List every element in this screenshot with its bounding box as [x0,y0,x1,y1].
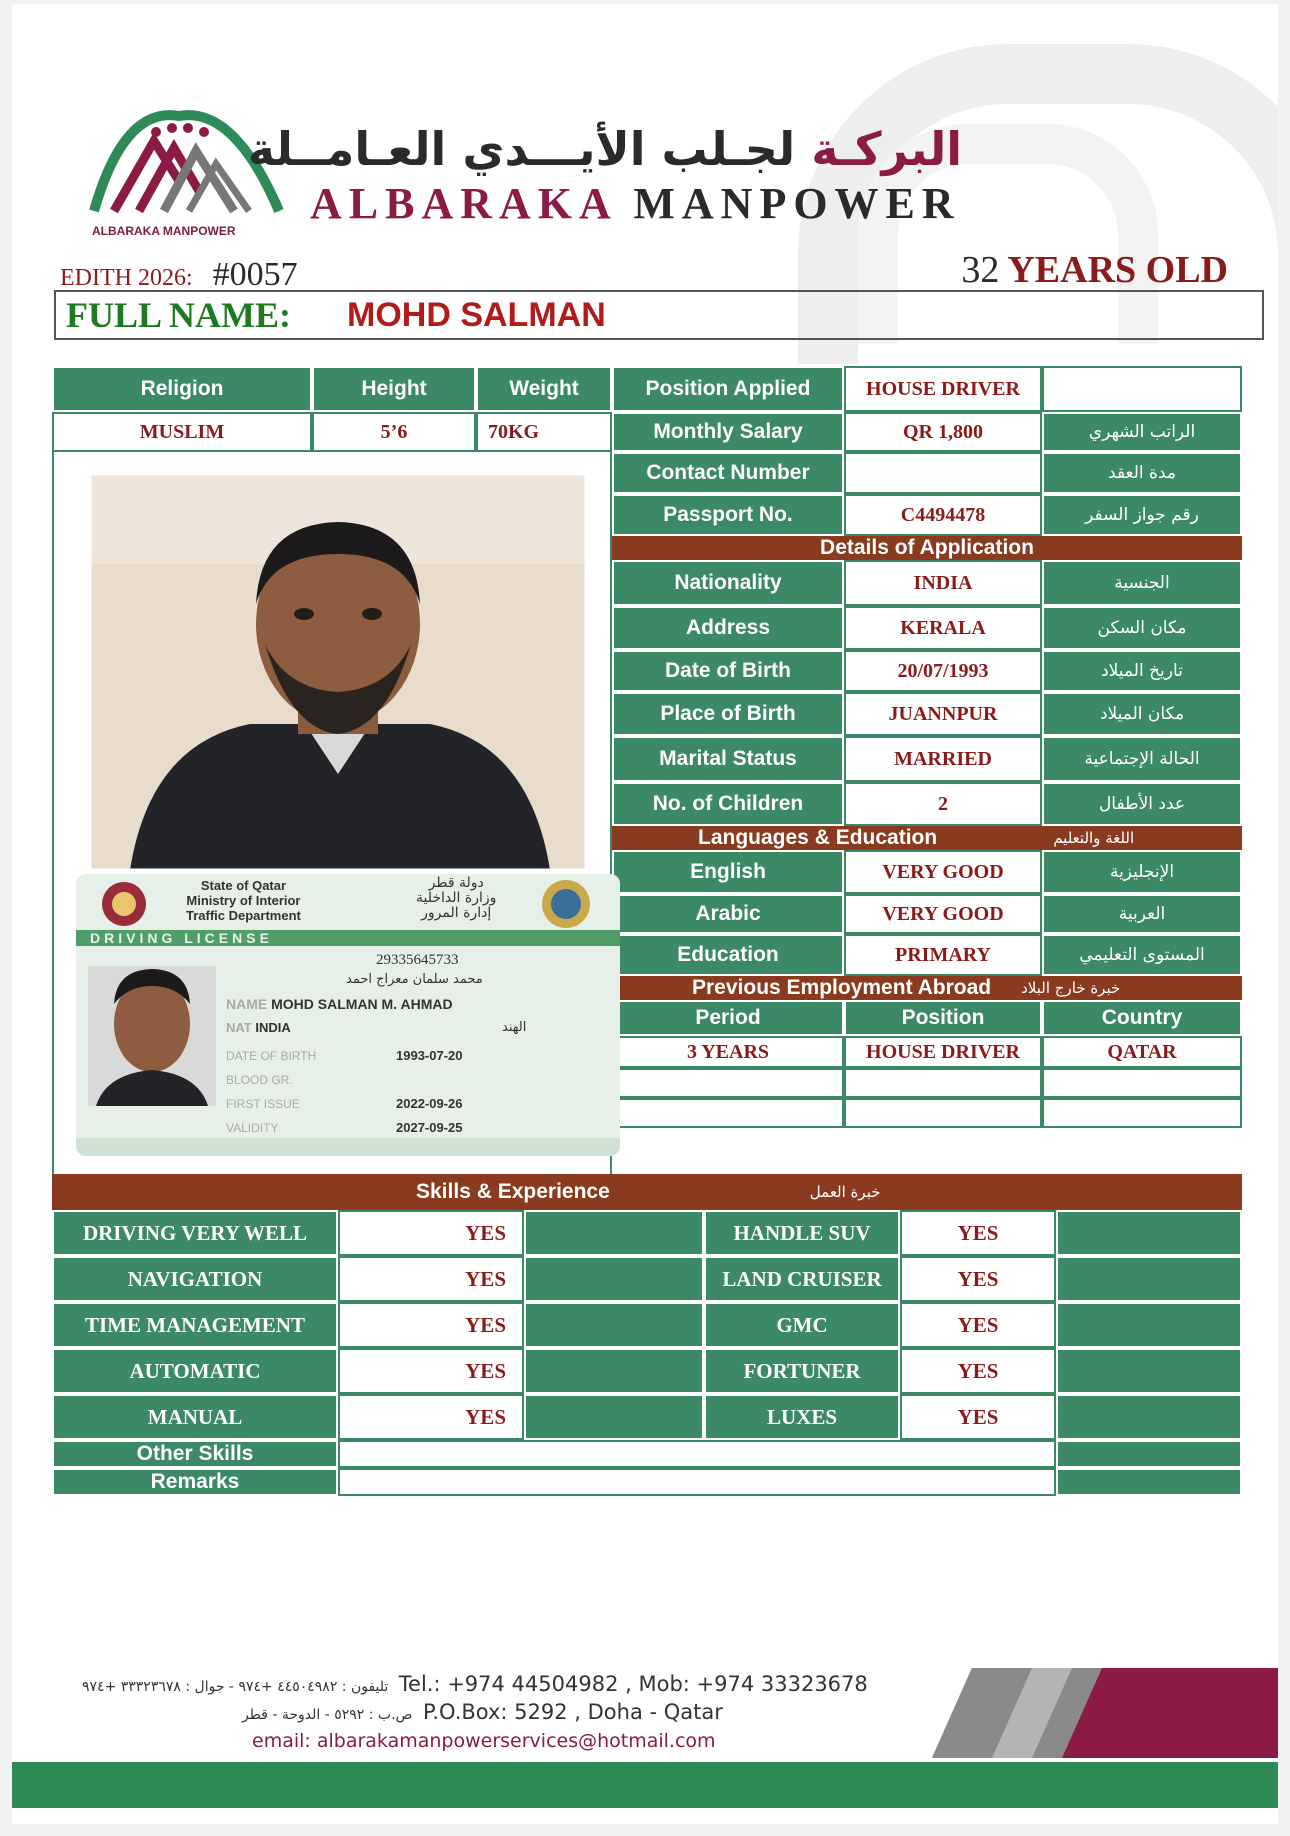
position-applied-blank [1042,366,1242,412]
detail-row-0-label: Nationality [612,560,844,606]
position-applied-label: Position Applied [612,366,844,412]
license-dept: Traffic Department [186,908,301,923]
height-value: 5’6 [312,412,476,452]
license-id-number: 29335645733 [376,952,459,968]
skill-name-right: FORTUNER [704,1348,900,1394]
full-name-label: FULL NAME: [66,295,291,335]
detail-row-4-label: Marital Status [612,736,844,782]
detail-row-0-label-ar: الجنسية [1042,560,1242,606]
detail-row-5-label: No. of Children [612,782,844,826]
skill-value-right: YES [900,1302,1056,1348]
details-heading: Details of Application [612,536,1242,560]
detail-row-1-label-ar: مكان السكن [1042,606,1242,650]
skill-value-right: YES [900,1210,1056,1256]
detail-row-4-label-ar: الحالة الإجتماعية [1042,736,1242,782]
detail-row-2-label: Date of Birth [612,650,844,692]
remarks-spacer [1056,1468,1242,1496]
skill-name-left: MANUAL [52,1394,338,1440]
detail-row-5-label-ar: عدد الأطفال [1042,782,1242,826]
app-row-0-label-ar: الراتب الشهري [1042,412,1242,452]
footer-stripe-icon [932,1668,1278,1758]
skill-spacer [1056,1210,1242,1256]
footer-pobox-en: P.O.Box: 5292 , Doha - Qatar [422,1700,723,1724]
languages-heading-en: Languages & Education [698,826,938,849]
religion-value: MUSLIM [52,412,312,452]
skill-name-left: DRIVING VERY WELL [52,1210,338,1256]
license-name-label: NAME [226,996,268,1012]
skill-value-left: YES [338,1348,524,1394]
footer-green-band [12,1762,1278,1808]
language-row-0-label: English [612,850,844,894]
license-name-ar: محمد سلمان معراج احمد [346,972,483,987]
license-title: DRIVING LICENSE [90,930,273,946]
footer-pobox-ar: ص.ب : ٥٢٩٢ - الدوحة - قطر [242,1707,413,1723]
skills-heading-en: Skills & Experience [416,1180,610,1203]
edition-label: EDITH 2026: [60,265,193,291]
app-row-2-value: C4494478 [844,494,1042,536]
detail-row-5-value: 2 [844,782,1042,826]
license-state-ar: دولة قطر [428,875,484,891]
age-number: 32 [961,249,1000,291]
skill-spacer [524,1348,704,1394]
employment-empty-cell [612,1098,844,1128]
language-row-0-value: VERY GOOD [844,850,1042,894]
skill-value-right: YES [900,1394,1056,1440]
logo-caption: ALBARAKA MANPOWER [92,224,236,238]
full-name-value: MOHD SALMAN [347,295,606,334]
app-row-2-label-ar: رقم جواز السفر [1042,494,1242,536]
skill-spacer [1056,1394,1242,1440]
employment-cell-2: QATAR [1042,1036,1242,1068]
app-row-2-label: Passport No. [612,494,844,536]
skill-spacer [524,1256,704,1302]
weight-value: 70KG [476,412,612,452]
skill-name-right: LUXES [704,1394,900,1440]
skill-name-right: LAND CRUISER [704,1256,900,1302]
app-row-1-value [844,452,1042,494]
position-applied-value: HOUSE DRIVER [844,366,1042,412]
license-issuer-en [186,878,301,923]
brand-name-arabic [247,122,962,176]
skill-name-right: HANDLE SUV [704,1210,900,1256]
detail-row-1-label: Address [612,606,844,650]
skill-value-left: YES [338,1302,524,1348]
skill-spacer [524,1302,704,1348]
other-skills-label: Other Skills [52,1440,338,1468]
app-row-0-label: Monthly Salary [612,412,844,452]
detail-row-3-label: Place of Birth [612,692,844,736]
license-dob-label: DATE OF BIRTH [226,1049,317,1063]
employment-empty-cell [1042,1098,1242,1128]
employment-cell-1: HOUSE DRIVER [844,1036,1042,1068]
age-info [961,248,1228,292]
license-ministry-ar: وزارة الداخلية [416,890,497,906]
skill-spacer [1056,1302,1242,1348]
employment-empty-cell [844,1068,1042,1098]
brand-name-english [310,178,961,229]
license-background-icon [76,874,620,1156]
skill-value-left: YES [338,1394,524,1440]
skill-value-left: YES [338,1210,524,1256]
employment-heading-en: Previous Employment Abroad [692,976,992,999]
license-first-issue-label: FIRST ISSUE [226,1097,300,1111]
employment-col-0: Period [612,1000,844,1036]
religion-header: Religion [52,366,312,412]
language-row-1-value: VERY GOOD [844,894,1042,934]
license-nat-row [226,1020,291,1035]
employment-empty-cell [1042,1068,1242,1098]
employment-cell-0: 3 YEARS [612,1036,844,1068]
brand-ar-part2: لجـلب الأيـــدي العـامــلة [247,122,796,176]
remarks-value [338,1468,1056,1496]
license-ministry: Ministry of Interior [186,893,301,908]
employment-col-2: Country [1042,1000,1242,1036]
license-nat-label: NAT [226,1020,252,1035]
cv-page [12,4,1278,1824]
language-row-0-label-ar: الإنجليزية [1042,850,1242,894]
skill-spacer [1056,1348,1242,1394]
skill-name-left: AUTOMATIC [52,1348,338,1394]
skill-spacer [524,1210,704,1256]
license-name: MOHD SALMAN M. AHMAD [271,996,453,1012]
edition-number: #0057 [212,256,298,293]
app-row-1-label-ar: مدة العقد [1042,452,1242,494]
full-name-bar [54,290,1264,340]
skills-heading [52,1174,1242,1210]
license-blood-label: BLOOD GR. [226,1073,293,1087]
language-row-1-label-ar: العربية [1042,894,1242,934]
license-validity: 2027-09-25 [396,1120,463,1135]
employment-heading [612,976,1242,1000]
license-issuer-ar [416,876,496,921]
language-row-2-value: PRIMARY [844,934,1042,976]
license-dept-ar: إدارة المرور [421,905,492,921]
license-name-row [226,996,453,1012]
license-nationality: INDIA [255,1020,291,1035]
skill-name-left: TIME MANAGEMENT [52,1302,338,1348]
skills-heading-ar: خبرة العمل [809,1183,881,1201]
age-label: YEARS OLD [1007,249,1228,291]
skill-spacer [524,1394,704,1440]
languages-heading-ar: اللغة والتعليم [1053,829,1135,847]
other-skills-spacer [1056,1440,1242,1468]
license-labels [226,1044,316,1140]
driving-license-image [76,874,620,1156]
skill-value-left: YES [338,1256,524,1302]
license-dob: 1993-07-20 [396,1048,463,1063]
license-state: State of Qatar [200,878,287,893]
detail-row-3-label-ar: مكان الميلاد [1042,692,1242,736]
employment-empty-cell [844,1098,1042,1128]
footer-phone-en: Tel.: +974 44504982 , Mob: +974 33323678 [398,1672,868,1696]
skill-name-right: GMC [704,1302,900,1348]
languages-heading [612,826,1242,850]
employment-empty-cell [612,1068,844,1098]
brand-en-part1: ALBARAKA [310,179,616,228]
skill-value-right: YES [900,1256,1056,1302]
remarks-label: Remarks [52,1468,338,1496]
license-validity-label: VALIDITY [226,1121,279,1135]
skill-name-left: NAVIGATION [52,1256,338,1302]
detail-row-2-value: 20/07/1993 [844,650,1042,692]
height-header: Height [312,366,476,412]
app-row-1-label: Contact Number [612,452,844,494]
skill-value-right: YES [900,1348,1056,1394]
language-row-2-label: Education [612,934,844,976]
footer-email: email: albarakamanpowerservices@hotmail.com [252,1730,716,1752]
detail-row-2-label-ar: تاريخ الميلاد [1042,650,1242,692]
brand-en-part2: MANPOWER [633,179,961,228]
language-row-2-label-ar: المستوى التعليمي [1042,934,1242,976]
footer-phone-ar: تليفون : ٤٤٥٠٤٩٨٢ +٩٧٤ - جوال : ٣٣٣٢٣٦٧٨ +٩٧٤ [82,1679,389,1695]
license-values [396,1044,463,1140]
license-nationality-ar: الهند [502,1020,527,1035]
detail-row-0-value: INDIA [844,560,1042,606]
applicant-photo [90,474,586,870]
detail-row-1-value: KERALA [844,606,1042,650]
weight-header: Weight [476,366,612,412]
detail-row-3-value: JUANNPUR [844,692,1042,736]
brand-ar-part1: البركـة [811,122,962,176]
license-first-issue: 2022-09-26 [396,1096,463,1111]
employment-col-1: Position [844,1000,1042,1036]
app-row-0-value: QR 1,800 [844,412,1042,452]
detail-row-4-value: MARRIED [844,736,1042,782]
language-row-1-label: Arabic [612,894,844,934]
other-skills-value [338,1440,1056,1468]
employment-heading-ar: خبرة خارج البلاد [1021,979,1121,997]
edition-info [60,256,298,294]
skill-spacer [1056,1256,1242,1302]
